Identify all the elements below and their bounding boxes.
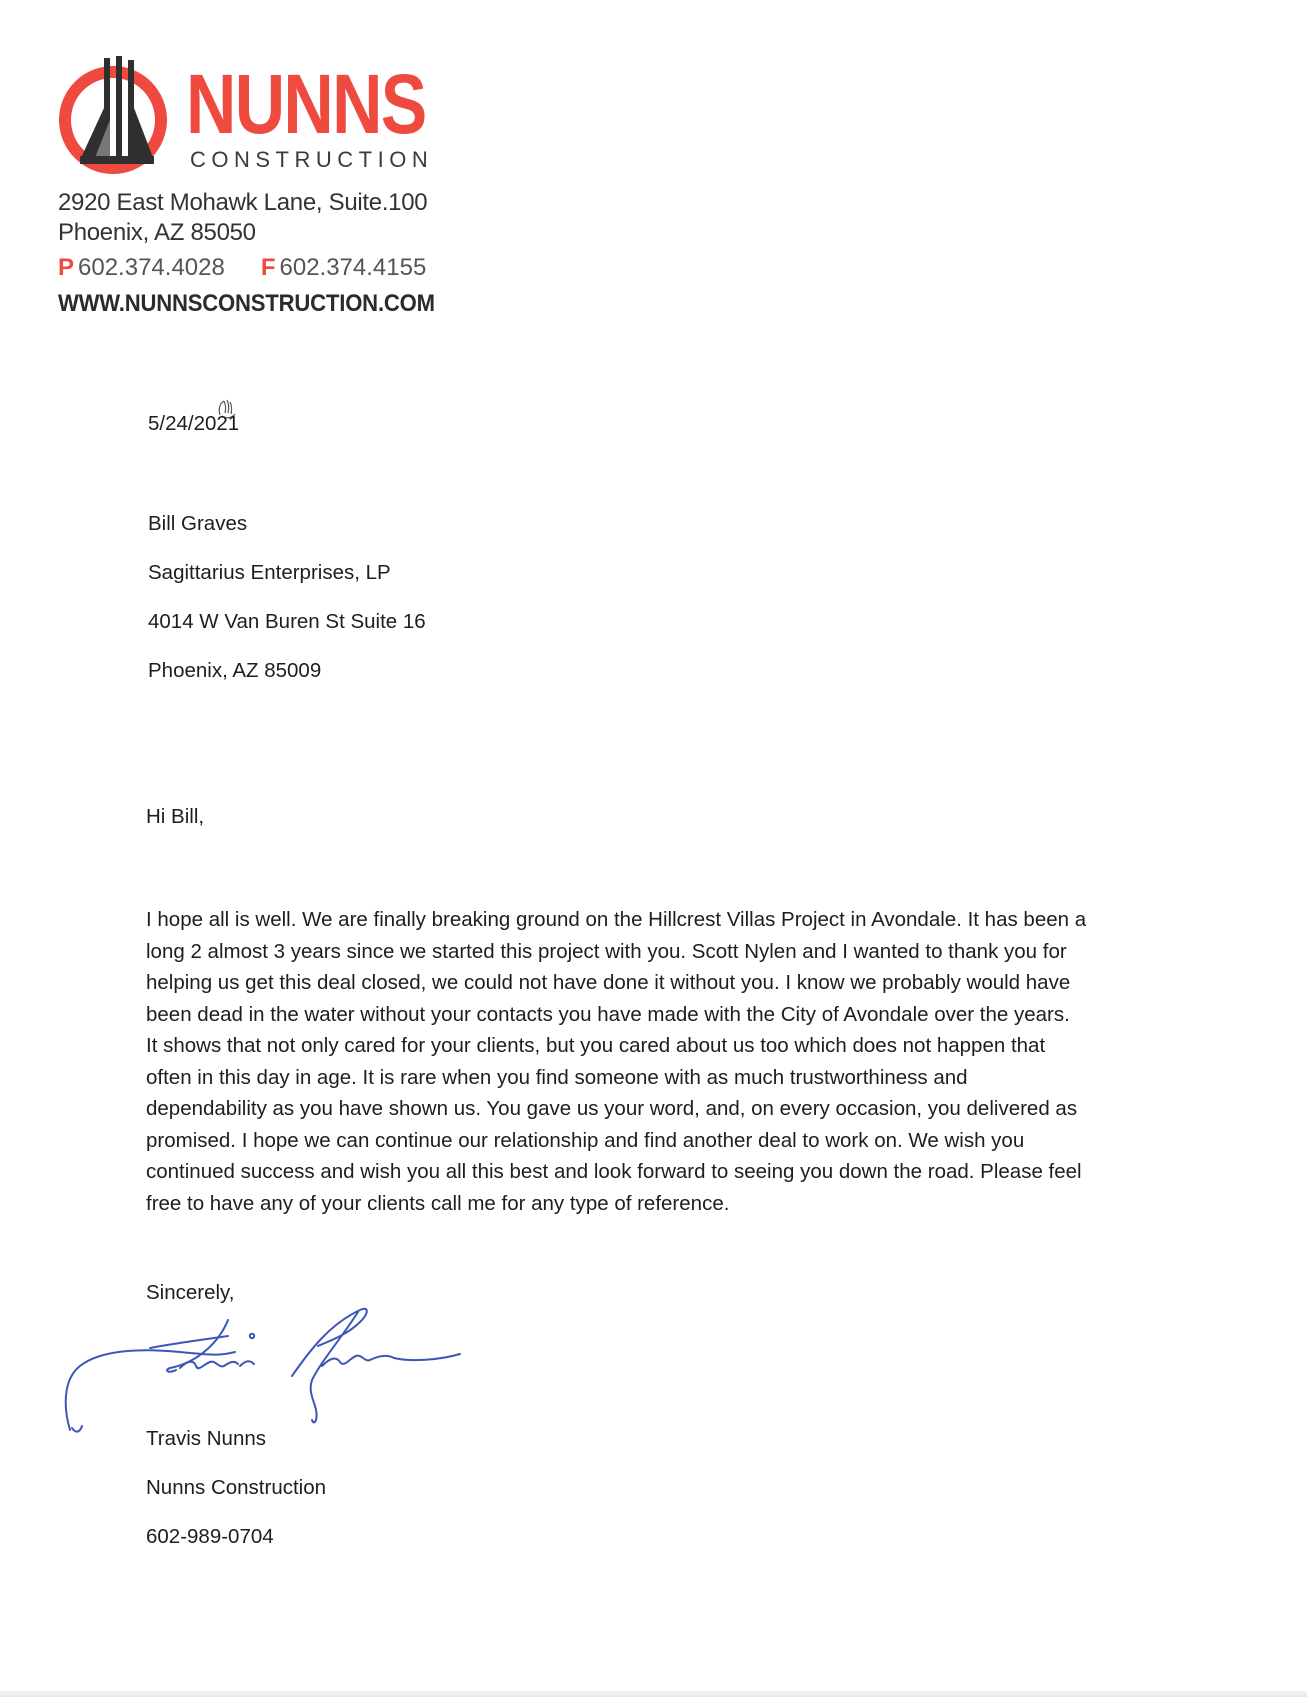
letter-closing: Sincerely, bbox=[146, 1281, 235, 1304]
body-line: often in this day in age. It is rare when you find someone with as much trustworthiness and bbox=[146, 1065, 968, 1089]
body-line: long 2 almost 3 years since we started this project with you. Scott Nylen and I wanted to thank you for bbox=[146, 939, 1067, 963]
body-line: continued success and wish you all this best and look forward to seeing you down the road. Please feel bbox=[146, 1160, 1082, 1183]
recipient-block bbox=[148, 511, 426, 707]
body-line: helping us get this deal closed, we could not have done it without you. I know we probably would have bbox=[146, 971, 1071, 994]
nunns-logo-mark-icon bbox=[58, 48, 178, 178]
signer-block bbox=[146, 1426, 326, 1573]
fax-tag: F bbox=[260, 254, 276, 281]
company-address bbox=[58, 188, 427, 248]
phone-tag: P bbox=[58, 254, 75, 281]
handwritten-signature bbox=[60, 1300, 510, 1440]
body-line: free to have any of your clients call me for any type of reference. bbox=[146, 1191, 730, 1215]
company-address-line2: Phoenix, AZ 85050 bbox=[58, 219, 256, 246]
company-contact-line bbox=[58, 254, 426, 282]
company-phone: 602.374.4028 bbox=[78, 254, 225, 281]
body-line: promised. I hope we can continue our relationship and find another deal to work on. We wish you bbox=[146, 1128, 1025, 1152]
body-line: been dead in the water without your contacts you have made with the City of Avondale over the years. bbox=[146, 1002, 1070, 1026]
company-website: WWW.NUNNSCONSTRUCTION.COM bbox=[58, 290, 435, 317]
letter-date: 5/24/2021 bbox=[148, 412, 240, 435]
brand-name: NUNNS bbox=[186, 57, 426, 151]
letter-greeting: Hi Bill, bbox=[146, 805, 205, 828]
signer-company: Nunns Construction bbox=[146, 1476, 327, 1499]
signer-phone: 602-989-0704 bbox=[146, 1525, 274, 1548]
letter-body bbox=[146, 904, 1086, 1219]
recipient-street: 4014 W Van Buren St Suite 16 bbox=[148, 610, 426, 633]
company-fax: 602.374.4155 bbox=[279, 254, 427, 281]
company-address-line1: 2920 East Mohawk Lane, Suite.100 bbox=[58, 189, 428, 216]
recipient-name: Bill Graves bbox=[148, 512, 248, 535]
body-line: It shows that not only cared for your clients, but you cared about us too which does not happen that bbox=[146, 1034, 1046, 1057]
brand-subtitle: CONSTRUCTION bbox=[190, 147, 434, 172]
page-edge bbox=[0, 1691, 1307, 1697]
body-line: I hope all is well. We are finally breaking ground on the Hillcrest Villas Project in Avondale. It has been a bbox=[146, 908, 1087, 931]
body-line: dependability as you have shown us. You gave us your word, and, on every occasion, you delivered as bbox=[146, 1097, 1078, 1120]
company-logo bbox=[58, 48, 438, 178]
signer-name: Travis Nunns bbox=[146, 1427, 266, 1450]
recipient-city: Phoenix, AZ 85009 bbox=[148, 659, 322, 682]
recipient-company: Sagittarius Enterprises, LP bbox=[148, 561, 391, 584]
